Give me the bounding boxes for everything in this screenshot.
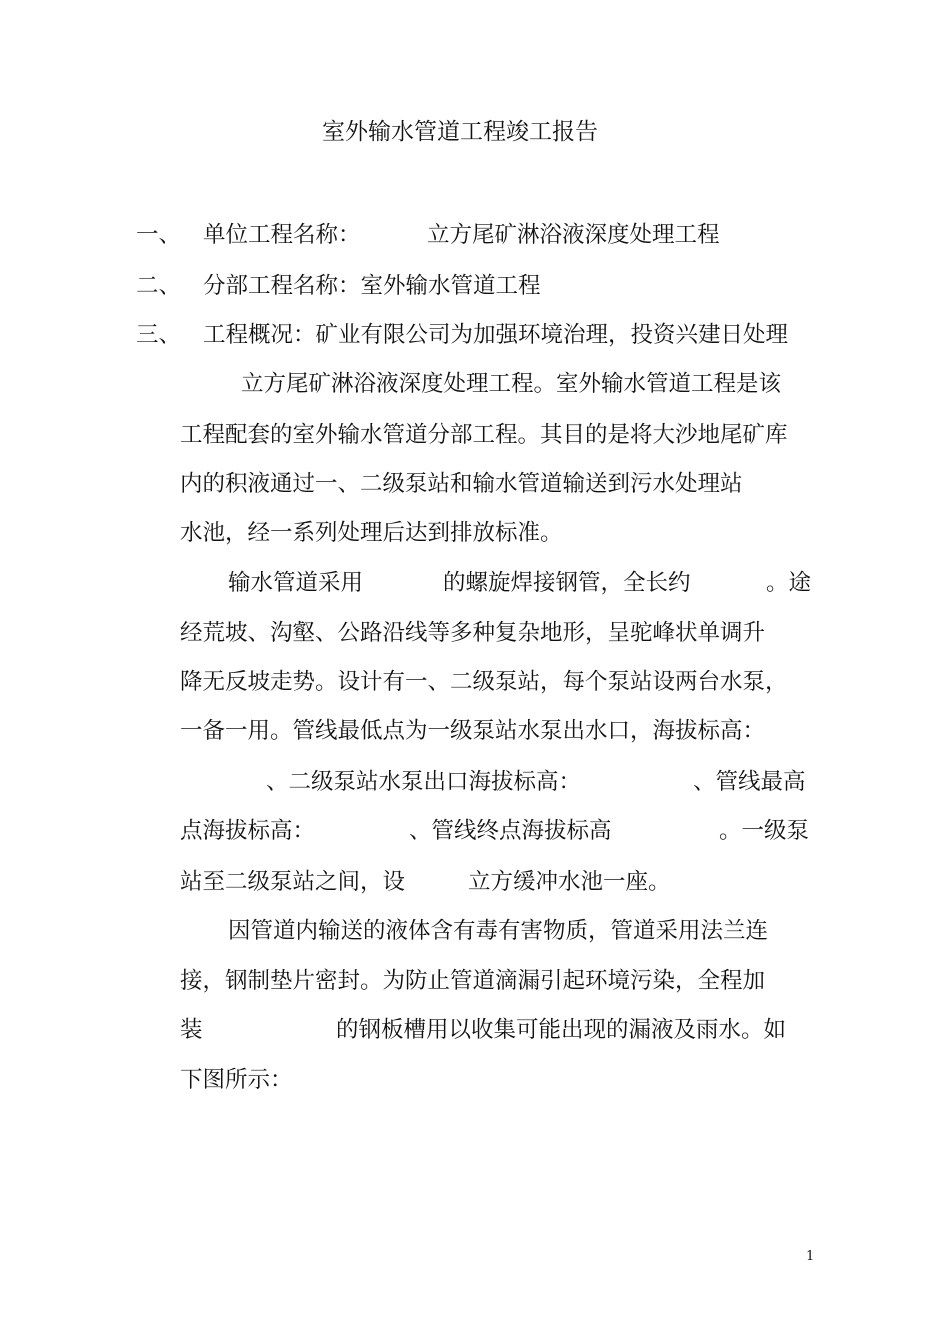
- paragraph-2-line-2: 经荒坡、沟壑、公路沿线等多种复杂地形，呈驼峰状单调升: [180, 620, 766, 646]
- paragraph-2-line-4: 一备一用。管线最低点为一级泵站水泵出水口，海拔标高：: [180, 718, 766, 744]
- paragraph-2-line-6b: 、管线终点海拔标高: [409, 818, 612, 844]
- section-1-value: 立方尾矿淋浴液深度处理工程: [427, 222, 720, 248]
- paragraph-3-line-1: 因管道内输送的液体含有毒有害物质，管道采用法兰连: [228, 918, 769, 944]
- paragraph-2-line-5b: 、管线最高: [693, 769, 806, 795]
- paragraph-2-line-5a: 、二级泵站水泵出口海拔标高：: [266, 769, 582, 795]
- paragraph-1-line-4: 水池，经一系列处理后达到排放标准。: [180, 520, 563, 546]
- paragraph-2-line-7b: 立方缓冲水池一座。: [468, 869, 671, 895]
- section-1-number: 一、: [136, 222, 182, 248]
- paragraph-3-line-3b: 的钢板槽用以收集可能出现的漏液及雨水。如: [336, 1017, 787, 1043]
- section-1-label: 单位工程名称：: [203, 222, 361, 248]
- paragraph-2-line-1a: 输水管道采用: [228, 570, 364, 596]
- page-number: 1: [806, 1249, 815, 1264]
- paragraph-2-line-6a: 点海拔标高：: [180, 818, 316, 844]
- section-3-number: 三、: [136, 322, 182, 348]
- section-2-number: 二、: [136, 273, 182, 299]
- paragraph-3-line-2: 接，钢制垫片密封。为防止管道滴漏引起环境污染，全程加: [180, 968, 766, 994]
- paragraph-2-line-1c: 。途: [766, 570, 812, 596]
- paragraph-1-line-1: 立方尾矿淋浴液深度处理工程。室外输水管道工程是该: [241, 371, 782, 397]
- document-title: 室外输水管道工程竣工报告: [322, 119, 598, 145]
- paragraph-3-line-3a: 装: [180, 1017, 203, 1043]
- paragraph-1-line-2: 工程配套的室外输水管道分部工程。其目的是将大沙地尾矿库: [180, 422, 788, 448]
- paragraph-2-line-6c: 。一级泵: [719, 818, 810, 844]
- paragraph-2-line-3: 降无反坡走势。设计有一、二级泵站，每个泵站设两台水泵，: [180, 669, 788, 695]
- paragraph-3-line-4: 下图所示：: [180, 1067, 293, 1093]
- section-2-text: 分部工程名称：室外输水管道工程: [203, 273, 541, 299]
- paragraph-2-line-1b: 的螺旋焊接钢管，全长约: [443, 570, 691, 596]
- section-3-text: 工程概况：矿业有限公司为加强环境治理，投资兴建日处理: [203, 322, 789, 348]
- paragraph-1-line-3: 内的积液通过一、二级泵站和输水管道输送到污水处理站: [180, 471, 743, 497]
- paragraph-2-line-7a: 站至二级泵站之间，设: [180, 869, 406, 895]
